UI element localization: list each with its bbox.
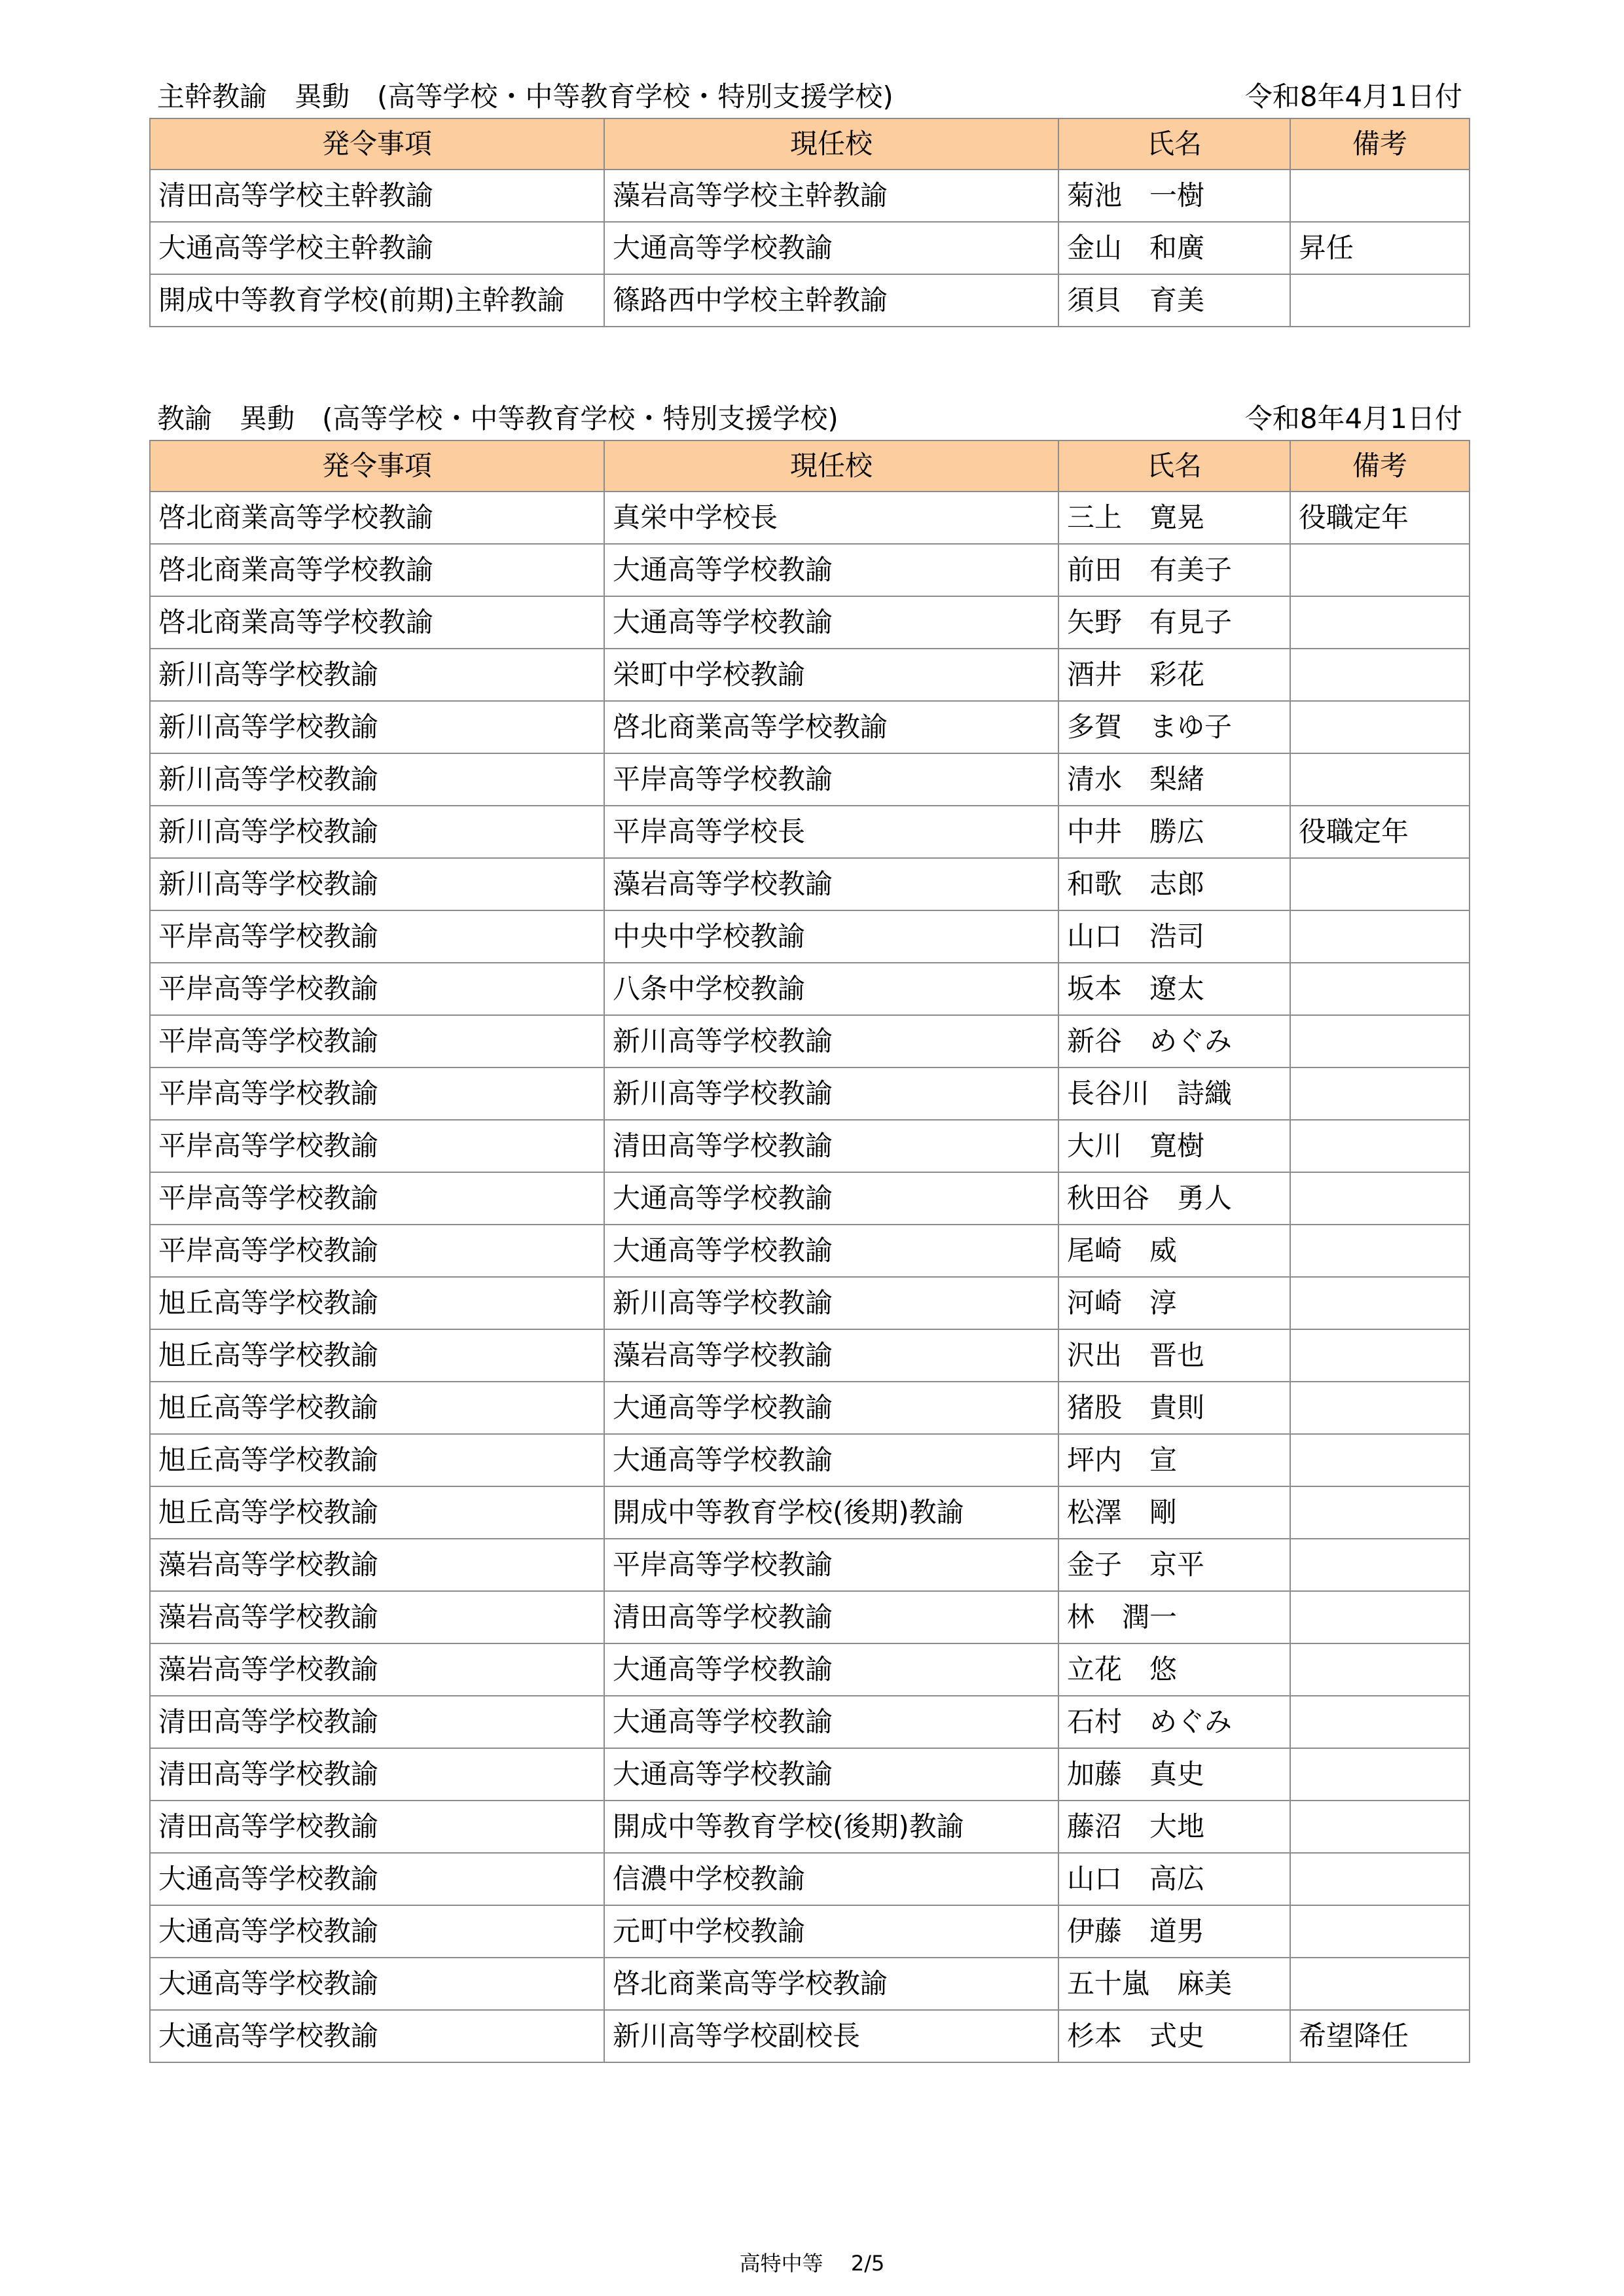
cell-current-school: 大通高等学校教諭 [604, 544, 1058, 596]
table-row [150, 753, 1470, 806]
cell-remarks [1290, 649, 1470, 701]
table-row [150, 701, 1470, 753]
cell-name: 新谷 めぐみ [1058, 1015, 1290, 1067]
table-row [150, 1329, 1470, 1382]
cell-name: 山口 浩司 [1058, 910, 1290, 963]
cell-remarks [1290, 1015, 1470, 1067]
cell-current-school: 篠路西中学校主幹教諭 [604, 274, 1058, 327]
cell-appointment: 平岸高等学校教諭 [150, 963, 604, 1015]
table-row [150, 222, 1470, 274]
cell-current-school: 元町中学校教諭 [604, 1905, 1058, 1958]
cell-current-school: 大通高等学校教諭 [604, 1225, 1058, 1277]
cell-appointment: 藻岩高等学校教諭 [150, 1643, 604, 1696]
cell-current-school: 大通高等学校教諭 [604, 1434, 1058, 1486]
cell-name: 大川 寛樹 [1058, 1120, 1290, 1172]
cell-appointment: 啓北商業高等学校教諭 [150, 596, 604, 649]
column-header-current-school: 現任校 [604, 118, 1058, 170]
cell-current-school: 大通高等学校教諭 [604, 222, 1058, 274]
table-row [150, 910, 1470, 963]
cell-name: 和歌 志郎 [1058, 858, 1290, 910]
cell-appointment: 啓北商業高等学校教諭 [150, 544, 604, 596]
column-header-current-school: 現任校 [604, 440, 1058, 492]
cell-remarks: 昇任 [1290, 222, 1470, 274]
cell-appointment: 平岸高等学校教諭 [150, 1120, 604, 1172]
cell-remarks [1290, 1434, 1470, 1486]
cell-name: 河崎 淳 [1058, 1277, 1290, 1329]
table-row [150, 274, 1470, 327]
cell-name: 坂本 遼太 [1058, 963, 1290, 1015]
cell-name: 尾崎 威 [1058, 1225, 1290, 1277]
cell-remarks [1290, 1382, 1470, 1434]
column-header-name: 氏名 [1058, 118, 1290, 170]
cell-remarks [1290, 1696, 1470, 1748]
cell-current-school: 八条中学校教諭 [604, 963, 1058, 1015]
table-row [150, 1486, 1470, 1539]
cell-current-school: 中央中学校教諭 [604, 910, 1058, 963]
cell-remarks: 希望降任 [1290, 2010, 1470, 2062]
cell-name: 秋田谷 勇人 [1058, 1172, 1290, 1225]
table-row [150, 1225, 1470, 1277]
cell-name: 藤沼 大地 [1058, 1801, 1290, 1853]
cell-name: 須貝 育美 [1058, 274, 1290, 327]
cell-remarks [1290, 1067, 1470, 1120]
cell-appointment: 新川高等学校教諭 [150, 806, 604, 858]
cell-appointment: 新川高等学校教諭 [150, 701, 604, 753]
cell-remarks [1290, 1277, 1470, 1329]
cell-appointment: 大通高等学校教諭 [150, 1958, 604, 2010]
table-row [150, 1015, 1470, 1067]
cell-name: 伊藤 道男 [1058, 1905, 1290, 1958]
table-row [150, 1748, 1470, 1801]
cell-remarks [1290, 1905, 1470, 1958]
cell-appointment: 藻岩高等学校教諭 [150, 1591, 604, 1643]
cell-name: 五十嵐 麻美 [1058, 1958, 1290, 2010]
table-row [150, 1120, 1470, 1172]
table-row [150, 1382, 1470, 1434]
header-row [150, 440, 1470, 492]
cell-current-school: 大通高等学校教諭 [604, 1382, 1058, 1434]
cell-current-school: 大通高等学校教諭 [604, 1748, 1058, 1801]
cell-appointment: 大通高等学校教諭 [150, 1905, 604, 1958]
table-row [150, 1853, 1470, 1905]
cell-appointment: 旭丘高等学校教諭 [150, 1486, 604, 1539]
cell-appointment: 旭丘高等学校教諭 [150, 1382, 604, 1434]
column-header-remarks: 備考 [1290, 440, 1470, 492]
page-footer: 高特中等 2/5 [739, 2251, 885, 2276]
cell-name: 菊池 一樹 [1058, 170, 1290, 222]
cell-current-school: 大通高等学校教諭 [604, 1696, 1058, 1748]
cell-current-school: 新川高等学校教諭 [604, 1277, 1058, 1329]
cell-current-school: 藻岩高等学校教諭 [604, 1329, 1058, 1382]
table-row [150, 492, 1470, 544]
cell-appointment: 平岸高等学校教諭 [150, 1172, 604, 1225]
cell-current-school: 平岸高等学校教諭 [604, 753, 1058, 806]
cell-current-school: 開成中等教育学校(後期)教諭 [604, 1801, 1058, 1853]
cell-current-school: 開成中等教育学校(後期)教諭 [604, 1486, 1058, 1539]
cell-name: 林 潤一 [1058, 1591, 1290, 1643]
cell-appointment: 新川高等学校教諭 [150, 753, 604, 806]
cell-current-school: 大通高等学校教諭 [604, 1643, 1058, 1696]
cell-current-school: 新川高等学校教諭 [604, 1015, 1058, 1067]
table-row [150, 1434, 1470, 1486]
cell-appointment: 平岸高等学校教諭 [150, 910, 604, 963]
cell-remarks [1290, 963, 1470, 1015]
cell-appointment: 清田高等学校教諭 [150, 1696, 604, 1748]
cell-remarks [1290, 1329, 1470, 1382]
table-row [150, 1591, 1470, 1643]
table-row [150, 170, 1470, 222]
cell-remarks [1290, 596, 1470, 649]
cell-appointment: 清田高等学校教諭 [150, 1801, 604, 1853]
cell-remarks [1290, 701, 1470, 753]
cell-name: 猪股 貴則 [1058, 1382, 1290, 1434]
column-header-appointment: 発令事項 [150, 118, 604, 170]
cell-remarks: 役職定年 [1290, 492, 1470, 544]
cell-appointment: 大通高等学校主幹教諭 [150, 222, 604, 274]
column-header-name: 氏名 [1058, 440, 1290, 492]
cell-appointment: 大通高等学校教諭 [150, 1853, 604, 1905]
personnel-table [149, 440, 1470, 2063]
cell-name: 杉本 式史 [1058, 2010, 1290, 2062]
cell-remarks [1290, 858, 1470, 910]
cell-current-school: 栄町中学校教諭 [604, 649, 1058, 701]
cell-current-school: 清田高等学校教諭 [604, 1591, 1058, 1643]
cell-name: 三上 寛晃 [1058, 492, 1290, 544]
cell-name: 金子 京平 [1058, 1539, 1290, 1591]
section-date: 令和8年4月1日付 [1244, 403, 1462, 435]
cell-remarks [1290, 1225, 1470, 1277]
cell-name: 金山 和廣 [1058, 222, 1290, 274]
table-row [150, 963, 1470, 1015]
cell-current-school: 藻岩高等学校主幹教諭 [604, 170, 1058, 222]
cell-name: 坪内 宣 [1058, 1434, 1290, 1486]
cell-remarks [1290, 1801, 1470, 1853]
cell-remarks [1290, 1958, 1470, 2010]
section-header [149, 76, 1469, 118]
cell-remarks [1290, 1853, 1470, 1905]
cell-appointment: 平岸高等学校教諭 [150, 1225, 604, 1277]
column-header-remarks: 備考 [1290, 118, 1470, 170]
table-row [150, 1067, 1470, 1120]
table-row [150, 1172, 1470, 1225]
cell-current-school: 大通高等学校教諭 [604, 596, 1058, 649]
cell-remarks [1290, 753, 1470, 806]
cell-appointment: 新川高等学校教諭 [150, 649, 604, 701]
cell-name: 立花 悠 [1058, 1643, 1290, 1696]
table-row [150, 544, 1470, 596]
section-header [149, 398, 1469, 440]
header-row [150, 118, 1470, 170]
cell-appointment: 藻岩高等学校教諭 [150, 1539, 604, 1591]
cell-appointment: 清田高等学校主幹教諭 [150, 170, 604, 222]
cell-appointment: 清田高等学校教諭 [150, 1748, 604, 1801]
cell-remarks [1290, 1120, 1470, 1172]
table-row [150, 1277, 1470, 1329]
cell-name: 石村 めぐみ [1058, 1696, 1290, 1748]
cell-name: 加藤 真史 [1058, 1748, 1290, 1801]
personnel-table [149, 118, 1470, 327]
cell-current-school: 真栄中学校長 [604, 492, 1058, 544]
section-teachers [149, 398, 1469, 2063]
cell-appointment: 平岸高等学校教諭 [150, 1015, 604, 1067]
table-row [150, 649, 1470, 701]
cell-remarks: 役職定年 [1290, 806, 1470, 858]
cell-current-school: 大通高等学校教諭 [604, 1172, 1058, 1225]
cell-remarks [1290, 1643, 1470, 1696]
cell-appointment: 旭丘高等学校教諭 [150, 1329, 604, 1382]
cell-name: 酒井 彩花 [1058, 649, 1290, 701]
cell-name: 沢出 晋也 [1058, 1329, 1290, 1382]
table-row [150, 1696, 1470, 1748]
cell-current-school: 啓北商業高等学校教諭 [604, 701, 1058, 753]
table-row [150, 596, 1470, 649]
cell-current-school: 新川高等学校副校長 [604, 2010, 1058, 2062]
cell-name: 清水 梨緒 [1058, 753, 1290, 806]
table-row [150, 1801, 1470, 1853]
table-row [150, 858, 1470, 910]
cell-name: 多賀 まゆ子 [1058, 701, 1290, 753]
section-title: 主幹教諭 異動 (高等学校・中等教育学校・特別支援学校) [157, 81, 893, 113]
cell-remarks [1290, 170, 1470, 222]
table-row [150, 1539, 1470, 1591]
cell-current-school: 平岸高等学校教諭 [604, 1539, 1058, 1591]
cell-name: 矢野 有見子 [1058, 596, 1290, 649]
cell-remarks [1290, 1591, 1470, 1643]
cell-current-school: 藻岩高等学校教諭 [604, 858, 1058, 910]
cell-appointment: 旭丘高等学校教諭 [150, 1277, 604, 1329]
cell-name: 中井 勝広 [1058, 806, 1290, 858]
cell-appointment: 旭丘高等学校教諭 [150, 1434, 604, 1486]
cell-name: 長谷川 詩織 [1058, 1067, 1290, 1120]
cell-appointment: 啓北商業高等学校教諭 [150, 492, 604, 544]
section-chief-teachers [149, 76, 1469, 327]
table-row [150, 1958, 1470, 2010]
cell-current-school: 平岸高等学校長 [604, 806, 1058, 858]
cell-remarks [1290, 910, 1470, 963]
cell-appointment: 開成中等教育学校(前期)主幹教諭 [150, 274, 604, 327]
table-row [150, 806, 1470, 858]
cell-appointment: 大通高等学校教諭 [150, 2010, 604, 2062]
cell-appointment: 新川高等学校教諭 [150, 858, 604, 910]
cell-name: 前田 有美子 [1058, 544, 1290, 596]
cell-remarks [1290, 1539, 1470, 1591]
cell-remarks [1290, 1486, 1470, 1539]
cell-remarks [1290, 544, 1470, 596]
table-row [150, 1905, 1470, 1958]
cell-remarks [1290, 1748, 1470, 1801]
cell-current-school: 啓北商業高等学校教諭 [604, 1958, 1058, 2010]
table-row [150, 2010, 1470, 2062]
cell-remarks [1290, 274, 1470, 327]
cell-current-school: 信濃中学校教諭 [604, 1853, 1058, 1905]
cell-name: 松澤 剛 [1058, 1486, 1290, 1539]
cell-current-school: 清田高等学校教諭 [604, 1120, 1058, 1172]
cell-remarks [1290, 1172, 1470, 1225]
cell-appointment: 平岸高等学校教諭 [150, 1067, 604, 1120]
section-title: 教諭 異動 (高等学校・中等教育学校・特別支援学校) [157, 403, 839, 435]
column-header-appointment: 発令事項 [150, 440, 604, 492]
table-row [150, 1643, 1470, 1696]
section-date: 令和8年4月1日付 [1244, 81, 1462, 113]
cell-current-school: 新川高等学校教諭 [604, 1067, 1058, 1120]
cell-name: 山口 高広 [1058, 1853, 1290, 1905]
